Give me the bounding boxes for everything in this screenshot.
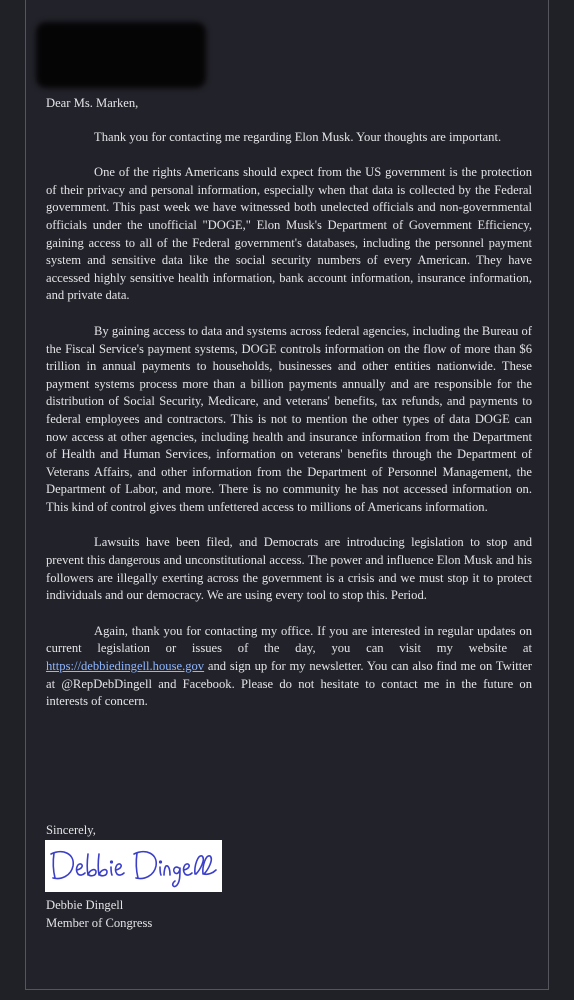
handwritten-signature <box>45 840 222 892</box>
paragraph-2: One of the rights Americans should expect from the US government is the protection of their privacy and personal information, especially when that data is collected by the Federal government. This past week we have witnessed both unelected officials and non-governmental officials under the unofficial "DOGE," Elon Musk's Department of Government Efficiency, gaining access to all of the Federal government's databases, including the personnel payment system and sensitive data like the social security numbers of every American. They have accessed highly sensitive health information, bank account information, insurance information, and private data. <box>46 165 532 303</box>
paragraph-3: By gaining access to data and systems across federal agencies, including the Bureau of the Fiscal Service's payment systems, DOGE controls information on the flow of more than $6 trillion in annual payments to households, businesses and other entities nationwide. These payment systems process more than a billion payments annually and are responsible for the distribution of Social Security, Medicare, and veterans' benefits, tax refunds, and payments to federal employees and contractors. This is not to mention the other types of data DOGE can now access at other agencies, including health and insurance information from the Department of Health and Human Services, information on veterans' benefits through the Department of Veterans Affairs, and other information from the Department of Personnel Management, the Department of Labor, and more. There is no community he has not accessed information on. This kind of control gives them unfettered access to millions of Americans information. <box>46 323 532 514</box>
signer-block <box>46 897 152 932</box>
salutation: Dear Ms. Marken, <box>46 96 139 110</box>
valediction: Sincerely, <box>46 823 96 837</box>
paragraph-4: Lawsuits have been filed, and Democrats are introducing legislation to stop and prevent this dangerous and unconstitutional access. The power and influence Elon Musk and his followers are illegally exerting across the government is a crisis and we must stop it to protect individuals and our democracy. We are using every tool to stop this. Period. <box>46 535 532 603</box>
paragraph-5-text-after: and sign up for my newsletter. You can also find me on Twitter at @RepDebDingell and Facebook. Please do not hesitate to contact me in the future on interests of concern. <box>46 659 532 709</box>
paragraph-1: Thank you for contacting me regarding Elon Musk. Your thoughts are important. <box>94 129 502 144</box>
letter-body <box>46 95 532 711</box>
website-link[interactable]: https://debbiedingell.house.gov <box>46 659 205 674</box>
paragraph-5-text-before: Again, thank you for contacting my office. If you are interested in regular updates on current legislation or issues of the day, you can visit my website at <box>46 623 532 656</box>
signature-image <box>45 840 222 892</box>
signer-name: Debbie Dingell <box>46 898 124 912</box>
paragraph-5 <box>46 623 532 711</box>
signer-title: Member of Congress <box>46 915 153 930</box>
redaction-block <box>36 22 206 88</box>
